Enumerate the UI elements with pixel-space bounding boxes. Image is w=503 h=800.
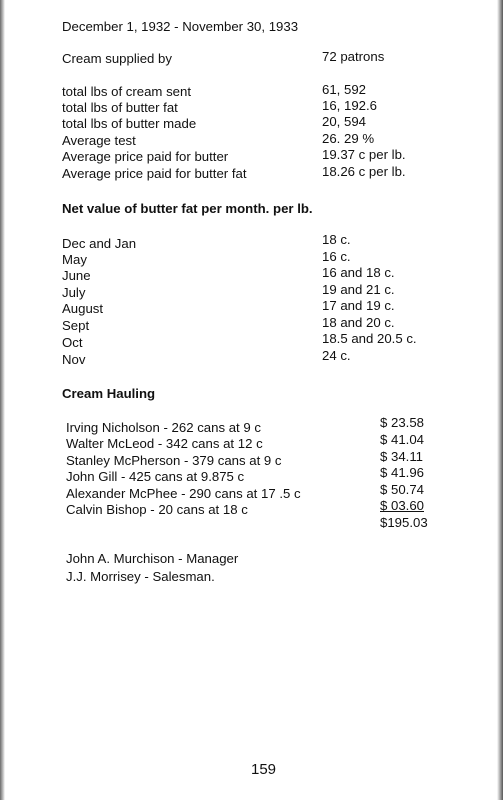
net-value-month: Nov (62, 352, 86, 367)
hauler-entry: Calvin Bishop - 20 cans at 18 c (66, 502, 248, 517)
net-value-heading: Net value of butter fat per month. per lb. (62, 201, 313, 216)
net-value-month: July (62, 285, 86, 300)
total-label: total lbs of butter made (62, 116, 197, 131)
hauler-amount: $ 50.74 (380, 482, 424, 497)
total-value: 18.26 c per lb. (322, 164, 406, 179)
total-value: 26. 29 % (322, 131, 375, 146)
total-label: Average price paid for butter (62, 149, 229, 164)
net-value-month: August (62, 301, 104, 316)
net-value-month: Sept (62, 318, 90, 333)
net-value-amount: 16 and 18 c. (322, 265, 395, 280)
cream-hauling-heading: Cream Hauling (62, 386, 156, 401)
total-label: total lbs of butter fat (62, 100, 178, 115)
hauler-entry: Irving Nicholson - 262 cans at 9 c (66, 420, 261, 435)
net-value-amount: 16 c. (322, 249, 351, 264)
net-value-amount: 19 and 21 c. (322, 282, 395, 297)
total-value: 61, 592 (322, 82, 366, 97)
hauler-entry: John Gill - 425 cans at 9.875 c (66, 469, 245, 484)
hauler-amount: $ 41.04 (380, 432, 424, 447)
cream-supplied-value: 72 patrons (322, 49, 385, 64)
total-value: 16, 192.6 (322, 98, 377, 113)
net-value-amount: 18.5 and 20.5 c. (322, 331, 417, 346)
page-binding-edge-left (0, 0, 5, 800)
hauler-amount: $ 41.96 (380, 465, 424, 480)
period-heading: December 1, 1932 - November 30, 1933 (62, 19, 299, 34)
hauler-amount: $ 03.60 (380, 498, 424, 513)
net-value-month: Oct (62, 335, 83, 350)
net-value-amount: 24 c. (322, 348, 351, 363)
page-binding-edge-right (497, 0, 503, 800)
hauler-entry: Alexander McPhee - 290 cans at 17 .5 c (66, 486, 301, 501)
total-value: 19.37 c per lb. (322, 147, 406, 162)
staff-manager: John A. Murchison - Manager (66, 551, 239, 566)
hauler-entry: Stanley McPherson - 379 cans at 9 c (66, 453, 282, 468)
net-value-amount: 17 and 19 c. (322, 298, 395, 313)
total-label: Average price paid for butter fat (62, 166, 247, 181)
hauling-total: $195.03 (380, 515, 428, 530)
hauler-amount: $ 34.11 (380, 449, 424, 464)
staff-salesman: J.J. Morrisey - Salesman. (66, 569, 215, 584)
total-value: 20, 594 (322, 114, 366, 129)
page-number: 159 (251, 761, 277, 778)
net-value-amount: 18 and 20 c. (322, 315, 395, 330)
total-label: total lbs of cream sent (62, 84, 192, 99)
cream-supplied-label: Cream supplied by (62, 51, 172, 66)
hauler-amount: $ 23.58 (380, 415, 424, 430)
net-value-amount: 18 c. (322, 232, 351, 247)
net-value-month: Dec and Jan (62, 236, 137, 251)
total-label: Average test (62, 133, 136, 148)
net-value-month: May (62, 252, 87, 267)
net-value-month: June (62, 268, 91, 283)
hauler-entry: Walter McLeod - 342 cans at 12 c (66, 436, 263, 451)
